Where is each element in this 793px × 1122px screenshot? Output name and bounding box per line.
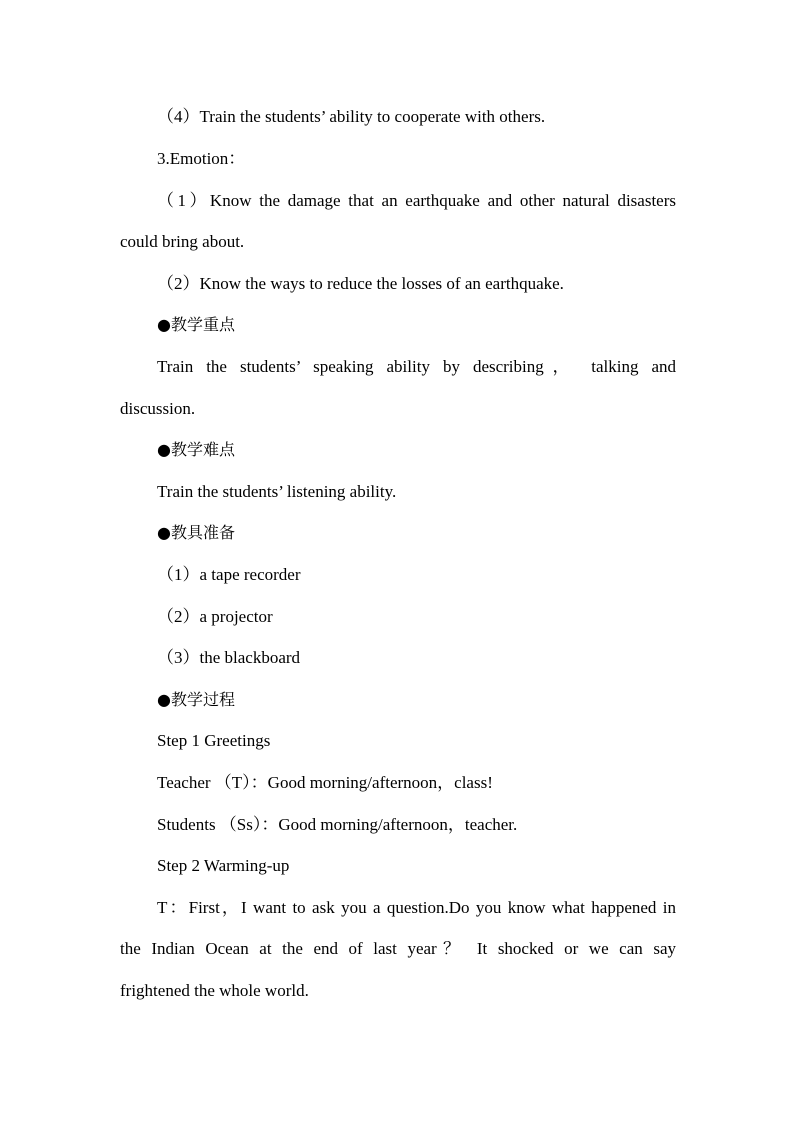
difficulties-heading: ●教学难点	[157, 440, 235, 459]
tool-item-2: （2）a projector	[157, 607, 273, 626]
process-heading: ●教学过程	[157, 690, 235, 709]
tool-item-3: （3）the blackboard	[157, 648, 301, 667]
step2-line-1: T：First，I want to ask you a question.Do you know what happened in	[157, 898, 676, 917]
step1-teacher-line: Teacher （T）：Good morning/afternoon，class!	[157, 773, 493, 792]
step2-title: Step 2 Warming-up	[157, 856, 290, 875]
step1-students-line: Students （Ss）：Good morning/afternoon，teacher.	[157, 815, 518, 834]
difficulties-text: Train the students’ listening ability.	[157, 482, 397, 501]
emotion-1-line-1: （1）Know the damage that an earthquake and other natural disasters	[157, 191, 676, 210]
tools-heading: ●教具准备	[157, 523, 235, 542]
step1-title: Step 1 Greetings	[157, 731, 271, 750]
tool-item-1: （1）a tape recorder	[157, 565, 301, 584]
step2-line-3: frightened the whole world.	[120, 981, 309, 1000]
objective-4-text: （4）Train the students’ ability to cooperate with others.	[157, 107, 546, 126]
step2-line-2: the Indian Ocean at the end of last year？ It shocked or we can say	[120, 939, 676, 958]
emotion-heading: 3.Emotion：	[157, 149, 246, 168]
emotion-2-text: （2）Know the ways to reduce the losses of an earthquake.	[157, 274, 564, 293]
key-points-line-2: discussion.	[120, 399, 196, 418]
emotion-1-line-2: could bring about.	[120, 232, 245, 251]
key-points-heading: ●教学重点	[157, 315, 235, 334]
key-points-line-1: Train the students’ speaking ability by describing， talking and	[157, 357, 676, 376]
